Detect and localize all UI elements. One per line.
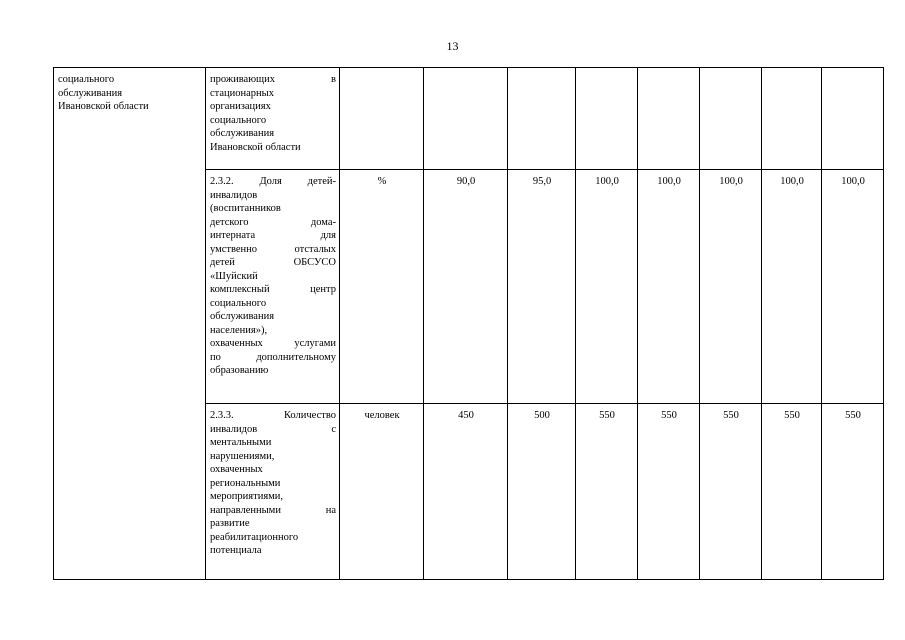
indicator-word: услугами bbox=[294, 338, 336, 349]
indicator-line bbox=[210, 297, 336, 311]
indicator-line bbox=[210, 283, 336, 297]
indicator-word: инвалидов bbox=[210, 189, 258, 201]
indicator-word: ментальными bbox=[210, 437, 272, 448]
indicator-line bbox=[210, 477, 336, 491]
indicator-word: 2.3.2. bbox=[210, 176, 234, 187]
indicator-line bbox=[210, 114, 336, 128]
program-name-cell bbox=[54, 68, 206, 580]
value-cell bbox=[762, 68, 822, 170]
indicator-word: социального bbox=[210, 297, 267, 309]
indicator-word: стационарных bbox=[210, 87, 274, 99]
value-cell: 100,0 bbox=[822, 170, 884, 404]
value-cell: 100,0 bbox=[762, 170, 822, 404]
indicator-word: населения»), bbox=[210, 324, 268, 336]
value-cell: 550 bbox=[762, 404, 822, 580]
indicator-line bbox=[210, 531, 336, 545]
indicator-word: региональными bbox=[210, 477, 281, 489]
indicator-word: охваченных bbox=[210, 464, 263, 475]
indicator-word: нарушениями, bbox=[210, 450, 275, 462]
indicator-line bbox=[210, 270, 336, 284]
indicator-line bbox=[210, 504, 336, 518]
indicator-word: Ивановской области bbox=[210, 141, 301, 153]
text-line: обслуживания bbox=[58, 87, 123, 99]
table-row bbox=[54, 68, 884, 170]
indicator-word: «Шуйский bbox=[210, 270, 258, 282]
indicator-line bbox=[210, 423, 336, 437]
indicator-word: детей bbox=[210, 257, 235, 268]
indicator-line bbox=[210, 324, 336, 338]
indicator-line bbox=[210, 189, 336, 203]
indicator-word: на bbox=[325, 504, 336, 516]
indicator-line bbox=[210, 87, 336, 101]
indicator-word: в bbox=[331, 74, 336, 85]
indicator-word: обслуживания bbox=[210, 128, 275, 139]
indicator-word: дома- bbox=[310, 216, 336, 228]
value-cell: 100,0 bbox=[576, 170, 638, 404]
indicator-line bbox=[210, 409, 336, 423]
value-cell bbox=[508, 68, 576, 170]
indicator-word: социального bbox=[210, 114, 267, 126]
value-cell: 100,0 bbox=[638, 170, 700, 404]
indicator-line bbox=[210, 229, 336, 243]
value-cell: 550 bbox=[638, 404, 700, 580]
indicator-word: с bbox=[331, 423, 336, 435]
indicators-table bbox=[53, 67, 884, 580]
indicator-line bbox=[210, 256, 336, 270]
indicator-line bbox=[210, 517, 336, 531]
indicator-word: развитие bbox=[210, 518, 250, 529]
indicator-word: дополнительному bbox=[256, 351, 336, 363]
indicator-word: комплексный bbox=[210, 284, 270, 295]
unit-cell: % bbox=[340, 170, 424, 404]
indicator-word: детей- bbox=[307, 176, 336, 187]
indicator-line bbox=[210, 436, 336, 450]
indicator-line bbox=[210, 351, 336, 365]
indicator-word: реабилитационного bbox=[210, 531, 299, 543]
indicator-word: организациях bbox=[210, 101, 271, 112]
indicator-cell bbox=[206, 68, 340, 170]
value-cell bbox=[424, 68, 508, 170]
indicator-line bbox=[210, 450, 336, 464]
indicator-word: центр bbox=[310, 284, 336, 295]
indicator-word: 2.3.3. bbox=[210, 410, 234, 421]
indicator-cell bbox=[206, 404, 340, 580]
indicator-line bbox=[210, 364, 336, 378]
indicator-word: для bbox=[320, 230, 336, 241]
value-cell: 550 bbox=[576, 404, 638, 580]
indicator-word: потенциала bbox=[210, 545, 262, 556]
value-cell bbox=[822, 68, 884, 170]
indicator-line bbox=[210, 175, 336, 189]
indicator-word: Доля bbox=[259, 176, 282, 187]
page-number: 13 bbox=[446, 39, 459, 53]
text-line: социального bbox=[58, 74, 115, 85]
value-cell: 95,0 bbox=[508, 170, 576, 404]
indicator-word: инвалидов bbox=[210, 423, 258, 435]
indicator-word: умственно bbox=[210, 243, 258, 255]
indicator-word: отсталых bbox=[294, 243, 336, 255]
text-line: Ивановской области bbox=[58, 101, 149, 112]
indicator-line bbox=[210, 216, 336, 230]
value-cell: 500 bbox=[508, 404, 576, 580]
indicator-word: охваченных bbox=[210, 338, 263, 349]
value-cell: 450 bbox=[424, 404, 508, 580]
indicator-word: по bbox=[210, 351, 221, 363]
indicator-word: направленными bbox=[210, 504, 281, 516]
indicator-line bbox=[210, 127, 336, 141]
indicator-word: ОБСУСО bbox=[293, 257, 336, 268]
value-cell bbox=[638, 68, 700, 170]
indicator-line bbox=[210, 243, 336, 257]
value-cell: 90,0 bbox=[424, 170, 508, 404]
value-cell: 550 bbox=[822, 404, 884, 580]
indicator-word: Количество bbox=[283, 410, 336, 421]
unit-cell bbox=[340, 68, 424, 170]
value-cell bbox=[576, 68, 638, 170]
indicator-line bbox=[210, 337, 336, 351]
table-body bbox=[54, 68, 884, 580]
indicator-word: мероприятиями, bbox=[210, 491, 284, 502]
value-cell: 550 bbox=[700, 404, 762, 580]
indicator-line bbox=[210, 544, 336, 558]
indicator-line bbox=[210, 100, 336, 114]
indicator-word: обслуживания bbox=[210, 311, 275, 322]
indicator-word: детского bbox=[210, 216, 249, 228]
indicator-word: проживающих bbox=[210, 74, 276, 85]
unit-cell: человек bbox=[340, 404, 424, 580]
value-cell: 100,0 bbox=[700, 170, 762, 404]
indicator-line bbox=[210, 73, 336, 87]
indicator-word: интерната bbox=[210, 230, 256, 241]
indicator-line bbox=[210, 202, 336, 216]
indicator-line bbox=[210, 463, 336, 477]
indicator-line bbox=[210, 141, 336, 155]
indicator-word: (воспитанников bbox=[210, 203, 281, 214]
indicator-line bbox=[210, 310, 336, 324]
indicator-word: образованию bbox=[210, 365, 269, 376]
value-cell bbox=[700, 68, 762, 170]
indicator-line bbox=[210, 490, 336, 504]
indicator-cell bbox=[206, 170, 340, 404]
